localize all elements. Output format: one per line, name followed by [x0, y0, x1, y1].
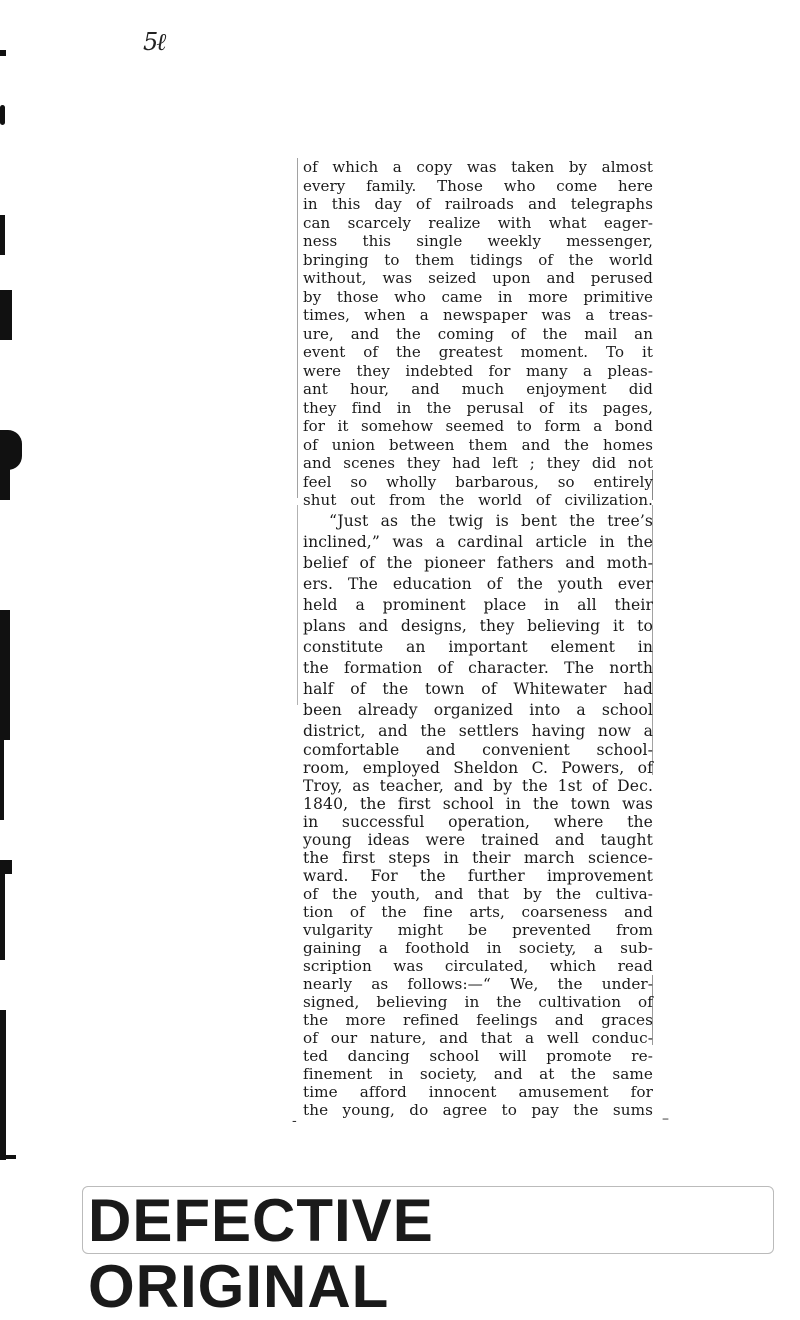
text-line: the first steps in their march science- [303, 848, 653, 867]
text-line: signed, believing in the cultivation of [303, 993, 653, 1011]
scan-edge-artifact [0, 215, 5, 255]
text-line: for it somehow seemed to form a bond [303, 417, 653, 435]
scan-edge-artifact [0, 1010, 6, 1160]
text-line: ers. The education of the youth ever [303, 575, 653, 593]
margin-dash-mark: - [292, 1113, 297, 1129]
text-line: scription was circulated, which read [303, 957, 653, 975]
text-line: of the youth, and that by the cultiva- [303, 885, 653, 903]
scan-edge-artifact [0, 460, 10, 500]
text-line: the more refined feelings and graces [303, 1011, 653, 1029]
margin-dash-mark: – [662, 1111, 669, 1127]
text-line: and scenes they had left ; they did not [303, 454, 653, 472]
text-line: of which a copy was taken by almost [303, 158, 653, 176]
text-line: plans and designs, they believing it to [303, 617, 653, 635]
text-line: ant hour, and much enjoyment did [303, 380, 653, 398]
text-line: of union between them and the homes [303, 435, 653, 454]
text-line: feel so wholly barbarous, so entirely [303, 472, 653, 491]
scan-edge-artifact [0, 1155, 16, 1159]
text-line: constitute an important element in [303, 638, 653, 656]
text-line: half of the town of Whitewater had [303, 680, 653, 698]
defective-original-stamp: DEFECTIVE ORIGINAL [88, 1187, 434, 1320]
text-line: gaining a foothold in society, a sub- [303, 939, 653, 957]
text-line: inclined,” was a cardinal article in the [303, 533, 653, 551]
text-line: nearly as follows:—“ We, the under- [303, 975, 653, 993]
text-line: can scarcely realize with what eager- [303, 213, 653, 232]
text-line: finement in society, and at the same [303, 1065, 653, 1083]
handwritten-page-number: 5ℓ [143, 28, 165, 56]
text-line: tion of the fine arts, coarseness and [303, 903, 653, 921]
scan-edge-artifact [0, 105, 5, 125]
text-line: “Just as the twig is bent the tree’s [329, 512, 653, 530]
text-line: young ideas were trained and taught [303, 830, 653, 849]
text-line: ure, and the coming of the mail an [303, 324, 653, 343]
text-line: were they indebted for many a pleas- [303, 361, 653, 380]
text-line: been already organized into a school [303, 701, 653, 719]
text-line: of our nature, and that a well conduc- [303, 1029, 653, 1047]
column-rule-left [297, 158, 298, 498]
text-line: time afford innocent amusement for [303, 1083, 653, 1101]
text-line: shut out from the world of civilization. [303, 491, 653, 509]
text-line: event of the greatest moment. To it [303, 343, 653, 361]
text-line: 1840, the first school in the town was [303, 794, 653, 813]
text-line: times, when a newspaper was a treas- [303, 306, 653, 324]
text-line: room, employed Sheldon C. Powers, of [303, 758, 653, 777]
text-line: district, and the settlers having now a [303, 722, 653, 740]
text-line: in this day of railroads and telegraphs [303, 195, 653, 213]
text-line: ness this single weekly messenger, [303, 232, 653, 250]
scan-edge-artifact [0, 740, 4, 820]
text-line: belief of the pioneer fathers and moth- [303, 554, 653, 572]
text-line: in successful operation, where the [303, 812, 653, 831]
text-line: bringing to them tidings of the world [303, 250, 653, 269]
text-line: the young, do agree to pay the sums [303, 1101, 653, 1119]
text-line: ted dancing school will promote re- [303, 1047, 653, 1065]
text-line: comfortable and convenient school- [303, 740, 653, 759]
scan-edge-artifact [0, 50, 6, 56]
text-line: the formation of character. The north [303, 659, 653, 677]
text-line: held a prominent place in all their [303, 596, 653, 614]
text-line: every family. Those who come here [303, 176, 653, 195]
text-line: without, was seized upon and perused [303, 269, 653, 287]
text-line: Troy, as teacher, and by the 1st of Dec. [303, 776, 653, 795]
text-line: vulgarity might be prevented from [303, 921, 653, 939]
text-line: ward. For the further improvement [303, 866, 653, 885]
scan-edge-artifact [0, 610, 10, 740]
scan-edge-artifact [0, 870, 5, 960]
text-line: by those who came in more primitive [303, 287, 653, 306]
column-rule-left [297, 505, 298, 705]
text-line: they find in the perusal of its pages, [303, 398, 653, 417]
scan-edge-artifact [0, 290, 12, 340]
